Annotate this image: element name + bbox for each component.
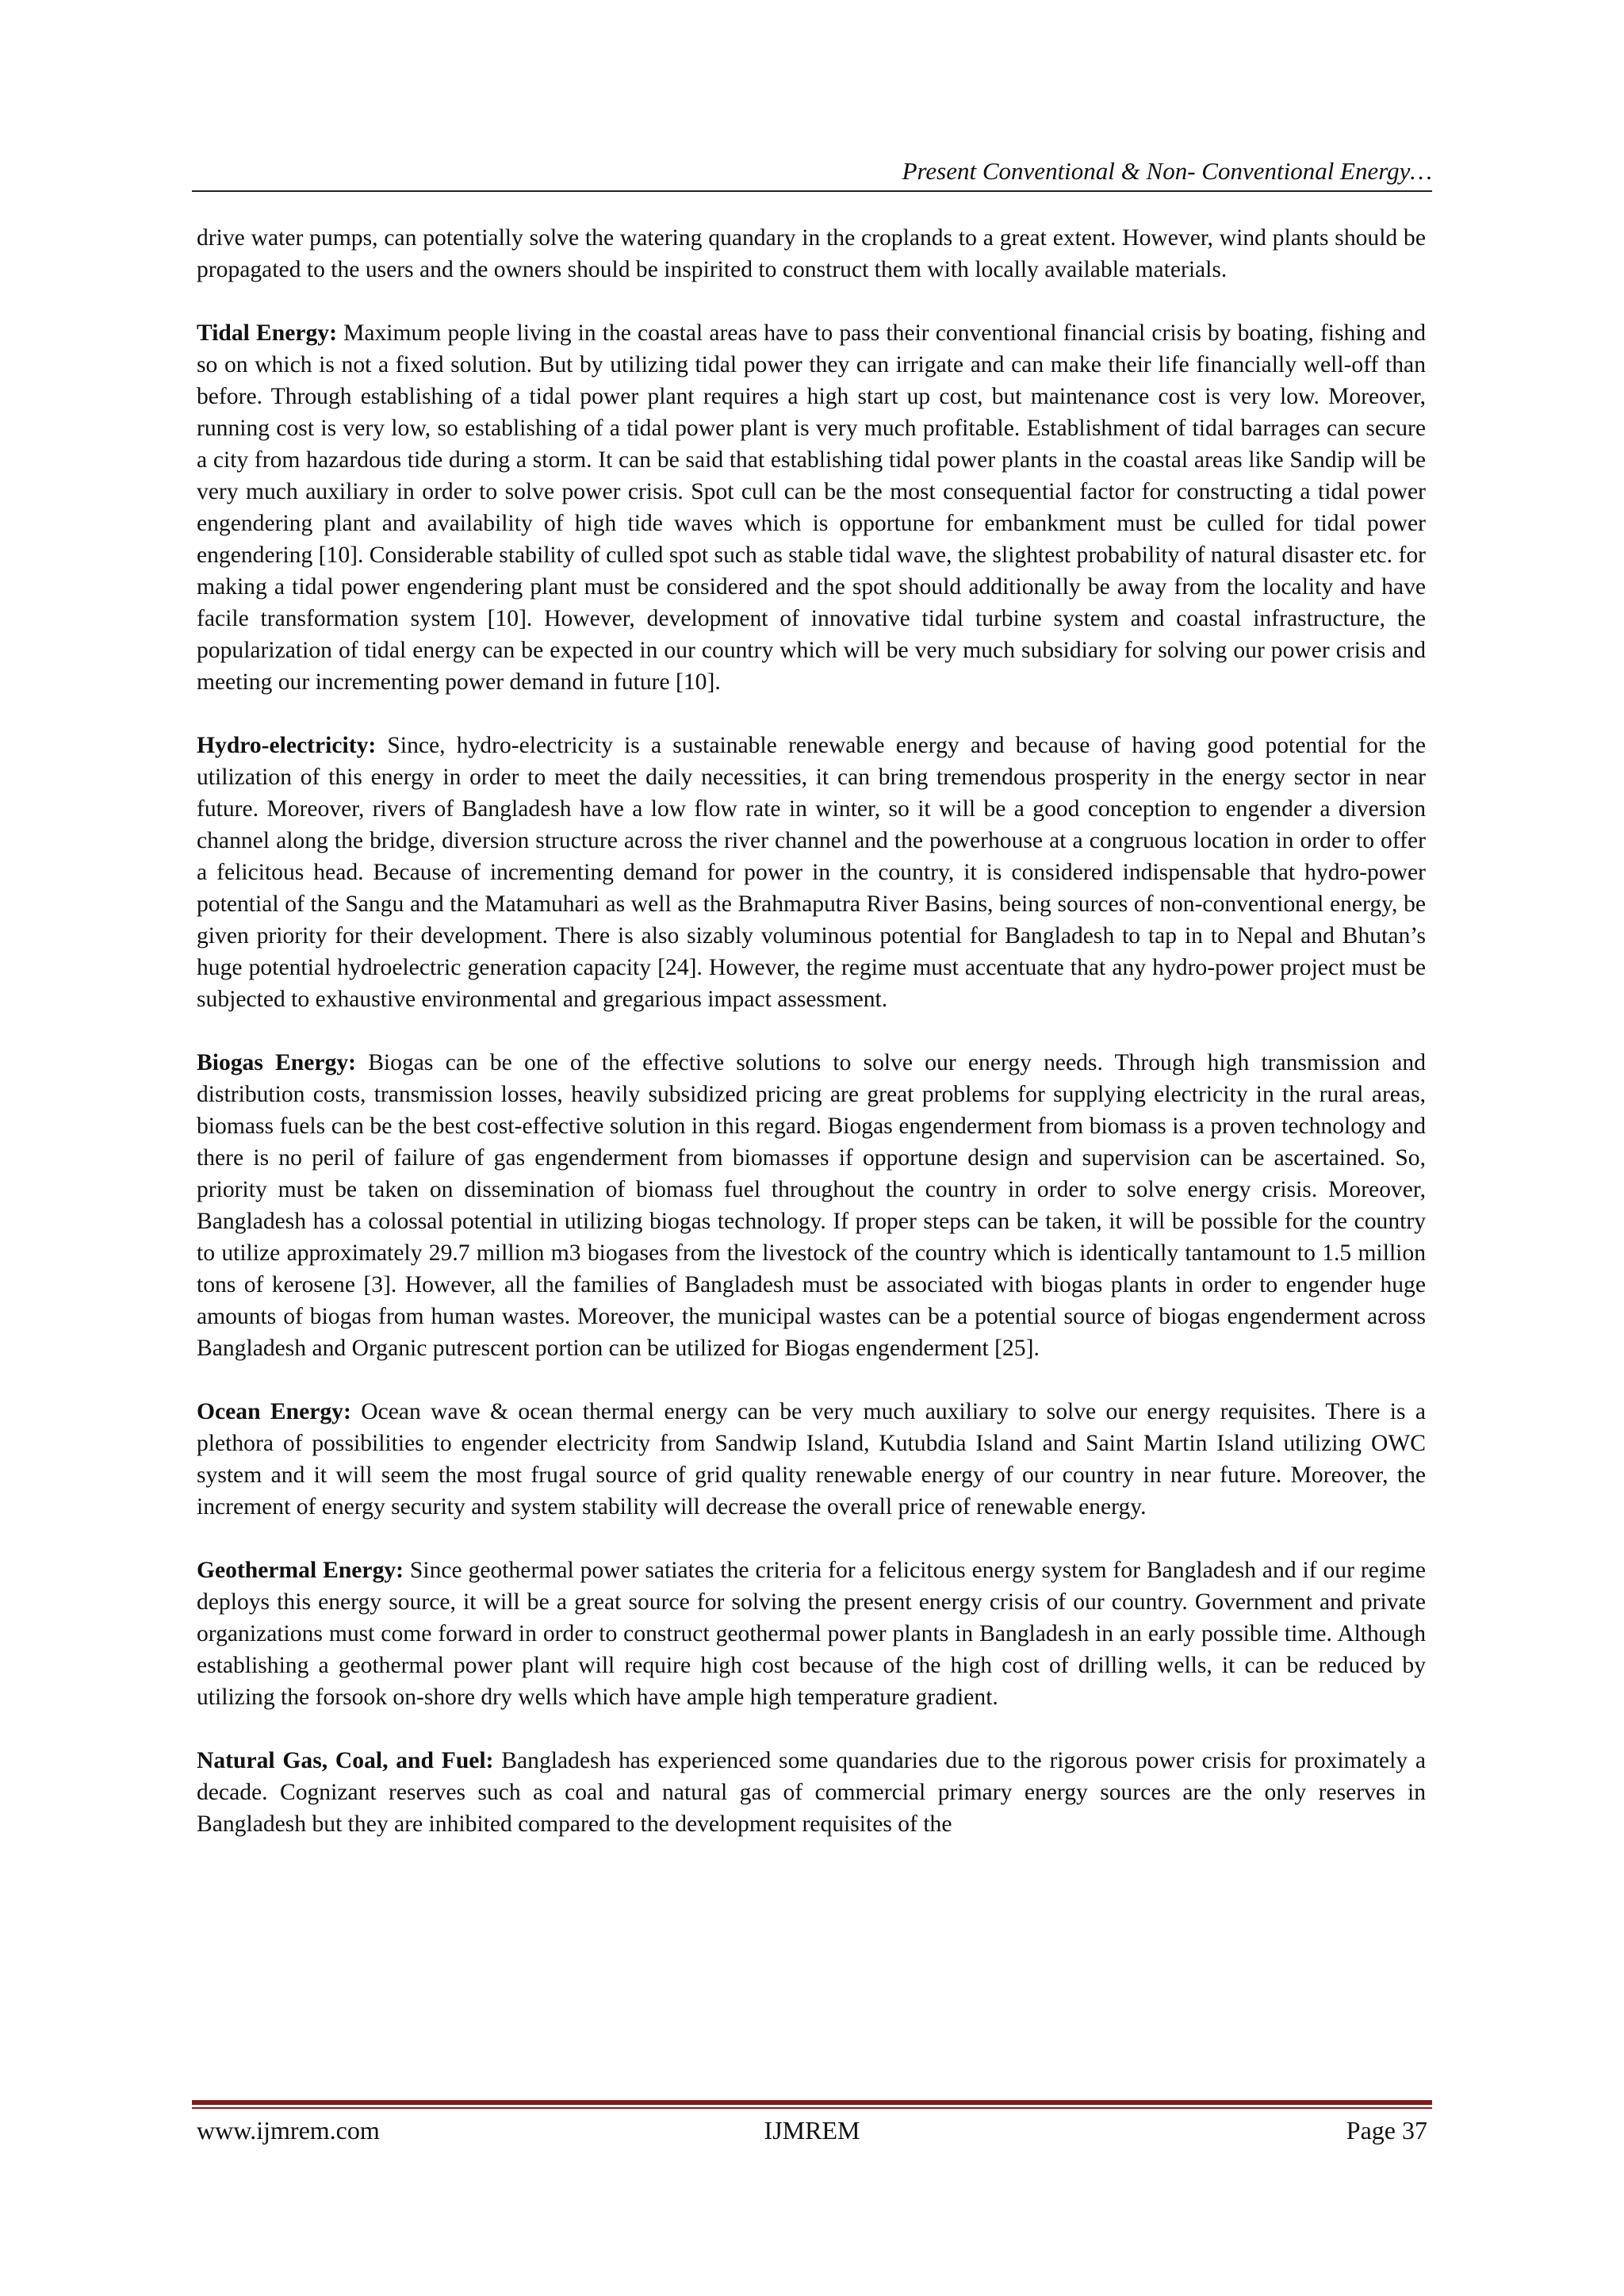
section-heading-biogas-energy: Biogas Energy: <box>197 1050 356 1075</box>
footer-website-link[interactable]: www.ijmrem.com <box>197 2116 380 2145</box>
paragraph-text: drive water pumps, can potentially solve the watering quandary in the croplands to a great extent. However, wind plants should be propagated to the users and the owners should be inspirited to construct them with locally available materials. <box>197 225 1426 282</box>
header-rule <box>192 190 1432 192</box>
section-heading-geothermal-energy: Geothermal Energy: <box>197 1558 404 1583</box>
paragraph-text: Biogas can be one of the effective solutions to solve our energy needs. Through high transmission and distribution costs, transmission losses, heavily subsidized pricing are great problems for supplying electricity in the rural areas, biomass fuels can be the best cost-effective solution in this regard. Biogas engenderment from biomass is a proven technology and there is no peril of failure of gas engenderment from biomasses if opportune design and supervision can be ascertained. So, priority must be taken on dissemination of biomass fuel throughout the country in order to solve energy crisis. Moreover, Bangladesh has a colossal potential in utilizing biogas technology. If proper steps can be taken, it will be possible for the country to utilize approximately 29.7 million m3 biogases from the livestock of the country which is identically tantamount to 1.5 million tons of kerosene [3]. However, all the families of Bangladesh must be associated with biogas plants in order to engender huge amounts of biogas from human wastes. Moreover, the municipal wastes can be a potential source of biogas engenderment across Bangladesh and Organic putrescent portion can be utilized for Biogas engenderment [25]. <box>197 1050 1426 1361</box>
paragraph-text: Since geothermal power satiates the criteria for a felicitous energy system for Bangladesh and if our regime deploys this energy source, it will be a great source for solving the present energy crisis of our country. Government and private organizations must come forward in order to construct geothermal power plants in Bangladesh in an early possible time. Although establishing a geothermal power plant will require high cost because of the high cost of drilling wells, it can be reduced by utilizing the forsook on-shore dry wells which have ample high temperature gradient. <box>197 1558 1426 1710</box>
paragraph-natural-gas-coal-fuel <box>197 1745 1426 1840</box>
section-heading-tidal-energy: Tidal Energy: <box>197 320 337 346</box>
running-header: Present Conventional & Non- Conventional Energy… <box>902 157 1432 185</box>
article-body <box>197 222 1426 1872</box>
paragraph-text: Since, hydro-electricity is a sustainable renewable energy and because of having good potential for the utilization of this energy in order to meet the daily necessities, it can bring tremendous prosperity in the energy sector in near future. Moreover, rivers of Bangladesh have a low flow rate in winter, so it will be a good conception to engender a diversion channel along the bridge, diversion structure across the river channel and the powerhouse at a congruous location in order to offer a felicitous head. Because of incrementing demand for power in the country, it is considered indispensable that hydro-power potential of the Sangu and the Matamuhari as well as the Brahmaputra River Basins, being sources of non-conventional energy, be given priority for their development. There is also sizably voluminous potential for Bangladesh to tap in to Nepal and Bhutan’s huge potential hydroelectric generation capacity [24]. However, the regime must accentuate that any hydro-power project must be subjected to exhaustive environmental and gregarious impact assessment. <box>197 733 1426 1012</box>
paragraph-biogas-energy <box>197 1047 1426 1364</box>
paragraph-text: Bangladesh has experienced some quandaries due to the rigorous power crisis for proximately a decade. Cognizant reserves such as coal and natural gas of commercial primary energy sources are the only reserves in Bangladesh but they are inhibited compared to the development requisites of the <box>197 1748 1426 1837</box>
paragraph-text: Maximum people living in the coastal areas have to pass their conventional financial crisis by boating, fishing and so on which is not a fixed solution. But by utilizing tidal power they can irrigate and can make their life financially well-off than before. Through establishing of a tidal power plant requires a high start up cost, but maintenance cost is very low. Moreover, running cost is very low, so establishing of a tidal power plant is very much profitable. Establishment of tidal barrages can secure a city from hazardous tide during a storm. It can be said that establishing tidal power plants in the coastal areas like Sandip will be very much auxiliary in order to solve power crisis. Spot cull can be the most consequential factor for constructing a tidal power engendering plant and availability of high tide waves which is opportune for embankment must be culled for tidal power engendering [10]. Considerable stability of culled spot such as stable tidal wave, the slightest probability of natural disaster etc. for making a tidal power engendering plant must be considered and the spot should additionally be away from the locality and have facile transformation system [10]. However, development of innovative tidal turbine system and coastal infrastructure, the popularization of tidal energy can be expected in our country which will be very much subsidiary for solving our power crisis and meeting our incrementing power demand in future [10]. <box>197 320 1426 695</box>
footer-journal-name: IJMREM <box>764 2116 860 2145</box>
paragraph-text: Ocean wave & ocean thermal energy can be very much auxiliary to solve our energy requisites. There is a plethora of possibilities to engender electricity from Sandwip Island, Kutubdia Island and Saint Martin Island utilizing OWC system and it will seem the most frugal source of grid quality renewable energy of our country in near future. Moreover, the increment of energy security and system stability will decrease the overall price of renewable energy. <box>197 1399 1426 1520</box>
paragraph-hydro-electricity <box>197 730 1426 1015</box>
paragraph-wind-continuation <box>197 222 1426 286</box>
paragraph-tidal-energy <box>197 317 1426 698</box>
section-heading-hydro-electricity: Hydro-electricity: <box>197 733 377 758</box>
footer-rule-thick <box>192 2100 1432 2105</box>
footer-page-number: Page 37 <box>1346 2116 1427 2145</box>
paragraph-geothermal-energy <box>197 1554 1426 1713</box>
footer-rule-thin <box>192 2107 1432 2109</box>
paragraph-ocean-energy <box>197 1396 1426 1523</box>
section-heading-natural-gas-coal-fuel: Natural Gas, Coal, and Fuel: <box>197 1748 494 1773</box>
page-footer <box>197 2113 1427 2148</box>
section-heading-ocean-energy: Ocean Energy: <box>197 1399 351 1424</box>
